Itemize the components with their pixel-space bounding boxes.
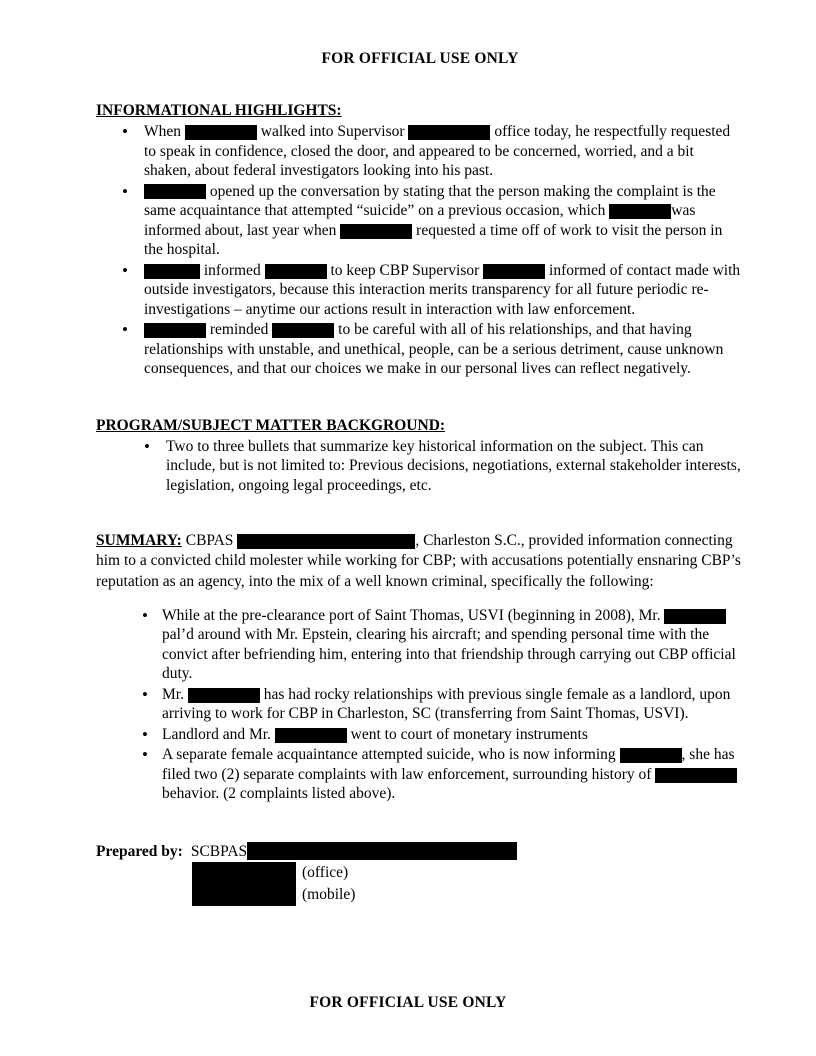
- summary-paragraph: [96, 531, 744, 591]
- footer-banner: FOR OFFICIAL USE ONLY: [309, 994, 507, 1011]
- highlight-bullet-item: [122, 122, 744, 181]
- summary-bullet-text: , she has filed two (2) separate complaints with law enforcement, surrounding history of: [162, 746, 735, 783]
- summary-bullet-item: [142, 745, 744, 804]
- summary-bullet-text: has had rocky relationships with previous single female as a landlord, upon arriving to work for CBP in Charleston, SC (transferring from Saint Thomas, USVI).: [162, 685, 731, 723]
- summary-bullet-item: [142, 606, 744, 684]
- redaction-bar: [144, 264, 200, 279]
- highlight-bullet-text: was informed about, last year when: [144, 202, 696, 239]
- redaction-bar: [483, 264, 545, 279]
- summary-intro-text: , Charleston S.C., provided information connecting him to a convicted child molester while working for CBP; with accusations potentially ensnaring CBP’s reputation as an agency, into the mix of a well known criminal, specifically the following:: [96, 532, 741, 590]
- section-title-background: PROGRAM/SUBJECT MATTER BACKGROUND:: [96, 416, 446, 434]
- prepared-by-label: Prepared by:: [96, 842, 183, 860]
- redaction-bar-preparer-name: [247, 842, 517, 860]
- redaction-bar-mobile-number: [192, 884, 296, 906]
- background-bullet-item: [144, 437, 744, 496]
- summary-bullet-text: pal’d around with Mr. Epstein, clearing his aircraft; and spending personal time with the convict after befriending him, entering into that friendship through carrying out CBP official duty.: [162, 626, 736, 683]
- highlight-bullet-item: [122, 182, 744, 260]
- redaction-bar: [340, 224, 412, 239]
- summary-bullet-text: went to court of monetary instruments: [346, 725, 588, 743]
- redaction-bar: [655, 768, 737, 783]
- summary-bullet-text: A separate female acquaintance attempted suicide, who is now informing: [162, 746, 620, 764]
- mobile-contact-line: [96, 884, 744, 906]
- redaction-bar: [265, 264, 327, 279]
- highlight-bullet-text: informed of contact made with outside investigators, because this interaction merits transparency for all future periodic re-investigations – anytime our actions result in interaction with law enforcement.: [144, 261, 741, 318]
- redaction-bar: [237, 534, 415, 549]
- summary-intro-text: [96, 532, 741, 589]
- mobile-note: (mobile): [302, 886, 356, 904]
- prepared-by-block: [96, 842, 744, 906]
- highlight-bullet-text: reminded: [206, 321, 273, 339]
- redaction-bar: [185, 125, 257, 140]
- header-banner: FOR OFFICIAL USE ONLY: [321, 50, 519, 67]
- highlight-bullet-text: office today, he respectfully requested to speak in confidence, closed the door, and appeared to be concerned, worried, and a bit shaken, about federal investigators looking into his past.: [144, 123, 731, 180]
- redaction-bar: [664, 609, 726, 624]
- prepared-by-title: SCBPAS: [190, 842, 248, 860]
- office-note: (office): [302, 864, 349, 882]
- redaction-bar: [620, 748, 682, 763]
- section-summary: [96, 531, 744, 804]
- summary-bullet-text: behavior. (2 complaints listed above).: [162, 785, 396, 803]
- redaction-bar: [609, 204, 671, 219]
- summary-intro-text: CBPAS: [181, 532, 238, 550]
- highlight-bullet-text: requested a time off of work to visit the person in the hospital.: [144, 221, 723, 259]
- redaction-bar: [144, 323, 206, 338]
- redaction-bar: [408, 125, 490, 140]
- redaction-bar: [275, 728, 347, 743]
- summary-bullet-item: [142, 725, 744, 745]
- summary-bullet-list: [96, 606, 744, 804]
- highlight-bullet-text: to keep CBP Supervisor: [326, 261, 484, 279]
- redaction-bar: [144, 184, 206, 199]
- prepared-by-line: [96, 842, 744, 862]
- highlight-bullet-text: When: [144, 123, 185, 140]
- summary-bullet-text: Landlord and Mr.: [162, 725, 275, 743]
- summary-bullet-text: While at the pre-clearance port of Saint Thomas, USVI (beginning in 2008), Mr.: [162, 606, 665, 624]
- highlight-bullet-text: informed: [200, 261, 265, 279]
- highlights-bullet-list: [96, 122, 744, 379]
- highlight-bullet-item: [122, 261, 744, 320]
- background-bullet-list: [96, 437, 744, 496]
- section-informational-highlights: [96, 102, 744, 379]
- section-program-subject-background: [96, 417, 744, 496]
- summary-bullet-item: [142, 685, 744, 724]
- summary-label: SUMMARY:: [96, 532, 182, 550]
- redaction-bar: [272, 323, 334, 338]
- section-title-highlights: INFORMATIONAL HIGHLIGHTS:: [96, 102, 342, 119]
- highlight-bullet-text: opened up the conversation by stating that the person making the complaint is the same acquaintance that attempted “suicide” on a previous occasion, which: [144, 182, 716, 220]
- summary-bullet-text: Mr.: [162, 685, 188, 703]
- highlight-bullet-item: [122, 320, 744, 379]
- office-contact-line: [96, 862, 744, 884]
- background-bullet-text: Two to three bullets that summarize key historical information on the subject. This can include, but is not limited to: Previous decisions, negotiations, external stakeholder interests, legislation, ongoing legal proceedings, etc.: [166, 437, 741, 494]
- highlight-bullet-text: walked into Supervisor: [256, 123, 409, 140]
- highlight-bullet-text: to be careful with all of his relationships, and that having relationships with unstable, and unethical, people, can be a serious detriment, cause unknown consequences, and that our choices we make in our personal lives can reflect negatively.: [144, 321, 724, 378]
- redaction-bar: [188, 688, 260, 703]
- redaction-bar-office-number: [192, 862, 296, 884]
